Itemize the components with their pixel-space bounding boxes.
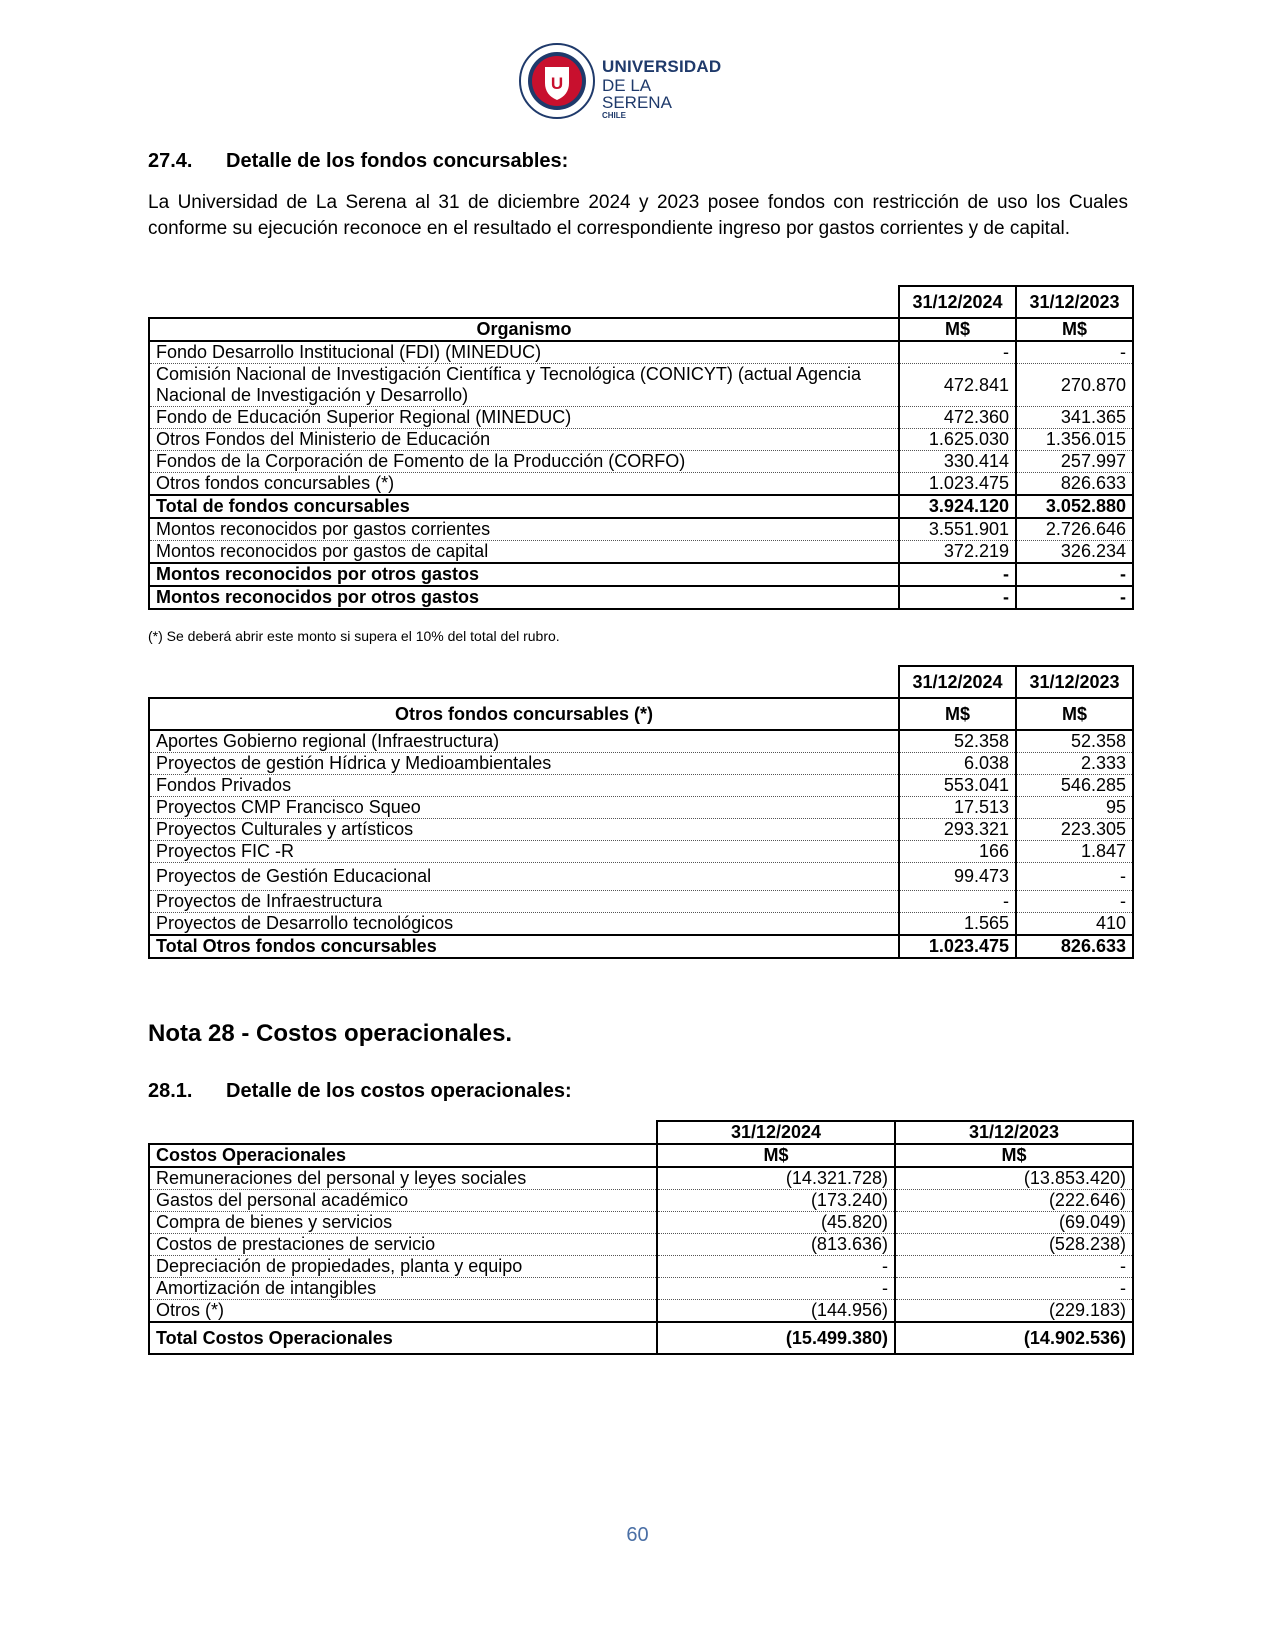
svg-text:U: U [550,74,564,93]
intro-paragraph: La Universidad de La Serena al 31 de diciembre 2024 y 2023 posee fondos con restricción de uso los Cuales conforme su ejecución reconoce en el resultado el correspondiente ingreso por gastos corrientes y de capital. [148,192,1128,239]
table-row: Gastos del personal académico (173.240) (222.646) [149,1190,1133,1212]
logo-line-3: CHILE [602,111,626,120]
label-header: Costos Operacionales [149,1144,657,1167]
table-row: Otros fondos concursables (*) 1.023.475 826.633 [149,473,1133,496]
label-header: Organismo [149,318,899,341]
table-row: Proyectos de Desarrollo tecnológicos 1.565 410 [149,913,1133,936]
university-seal-icon [518,42,596,120]
table-row: Fondo de Educación Superior Regional (MINEDUC) 472.360 341.365 [149,407,1133,429]
table-row: Fondos Privados 553.041 546.285 [149,775,1133,797]
col-header-2024: 31/12/2024 [899,666,1016,698]
unit-header-2023: M$ [1016,698,1133,730]
footnote: (*) Se deberá abrir este monto si supera el 10% del total del rubro. [148,628,560,644]
unit-header-2024: M$ [657,1144,895,1167]
col-header-2023: 31/12/2023 [895,1121,1133,1144]
table-row: Remuneraciones del personal y leyes sociales (14.321.728) (13.853.420) [149,1167,1133,1190]
table-row: Proyectos FIC -R 166 1.847 [149,841,1133,863]
table-row: Montos reconocidos por otros gastos - - [149,563,1133,586]
section-27-4-heading [148,150,568,173]
section-28-1-heading [148,1080,572,1103]
table-row: Proyectos Culturales y artísticos 293.321 223.305 [149,819,1133,841]
section-title: Detalle de los fondos concursables: [226,150,569,172]
table-row: Proyectos de gestión Hídrica y Medioambientales 6.038 2.333 [149,753,1133,775]
university-logo [518,42,722,122]
otros-fondos-table [148,665,1134,959]
col-header-2024: 31/12/2024 [657,1121,895,1144]
total-row: Total de fondos concursables 3.924.120 3.052.880 [149,495,1133,518]
table-row: Otros Fondos del Ministerio de Educación 1.625.030 1.356.015 [149,429,1133,451]
table-row: Fondo Desarrollo Institucional (FDI) (MINEDUC) - - [149,341,1133,364]
table-row: Fondos de la Corporación de Fomento de la Producción (CORFO) 330.414 257.997 [149,451,1133,473]
table-row: Compra de bienes y servicios (45.820) (69.049) [149,1212,1133,1234]
col-header-2023: 31/12/2023 [1016,666,1133,698]
table-row: Montos reconocidos por gastos corrientes 3.551.901 2.726.646 [149,518,1133,541]
table-row: Amortización de intangibles - - [149,1278,1133,1300]
table-row: Proyectos de Gestión Educacional 99.473 - [149,863,1133,891]
section-number: 28.1. [148,1080,193,1102]
unit-header-2024: M$ [899,698,1016,730]
unit-header-2024: M$ [899,318,1016,341]
section-number: 27.4. [148,150,193,172]
table-row: Montos reconocidos por otros gastos - - [149,586,1133,609]
total-row: Total Otros fondos concursables 1.023.475 826.633 [149,935,1133,958]
unit-header-2023: M$ [1016,318,1133,341]
table-row: Depreciación de propiedades, planta y equipo - - [149,1256,1133,1278]
fondos-concursables-table [148,285,1134,610]
table-row: Aportes Gobierno regional (Infraestructura) 52.358 52.358 [149,730,1133,753]
logo-line-2: DE LA SERENA [602,76,672,112]
logo-line-1: UNIVERSIDAD [602,57,722,76]
label-header: Otros fondos concursables (*) [149,698,899,730]
table-row: Comisión Nacional de Investigación Científica y Tecnológica (CONICYT) (actual Agencia Nacional de Investigación y Desarrollo) 472.841 270.870 [149,364,1133,407]
col-header-2023: 31/12/2023 [1016,286,1133,318]
unit-header-2023: M$ [895,1144,1133,1167]
section-title: Detalle de los costos operacionales: [226,1080,572,1102]
page-number: 60 [626,1524,649,1546]
total-row: Total Costos Operacionales (15.499.380) (14.902.536) [149,1322,1133,1354]
table-row: Otros (*) (144.956) (229.183) [149,1300,1133,1323]
nota-28-heading: Nota 28 - Costos operacionales. [148,1020,513,1047]
costos-operacionales-table [148,1120,1134,1355]
table-row: Proyectos CMP Francisco Squeo 17.513 95 [149,797,1133,819]
table-row: Proyectos de Infraestructura - - [149,891,1133,913]
col-header-2024: 31/12/2024 [899,286,1016,318]
table-row: Montos reconocidos por gastos de capital 372.219 326.234 [149,541,1133,564]
table-row: Costos de prestaciones de servicio (813.636) (528.238) [149,1234,1133,1256]
